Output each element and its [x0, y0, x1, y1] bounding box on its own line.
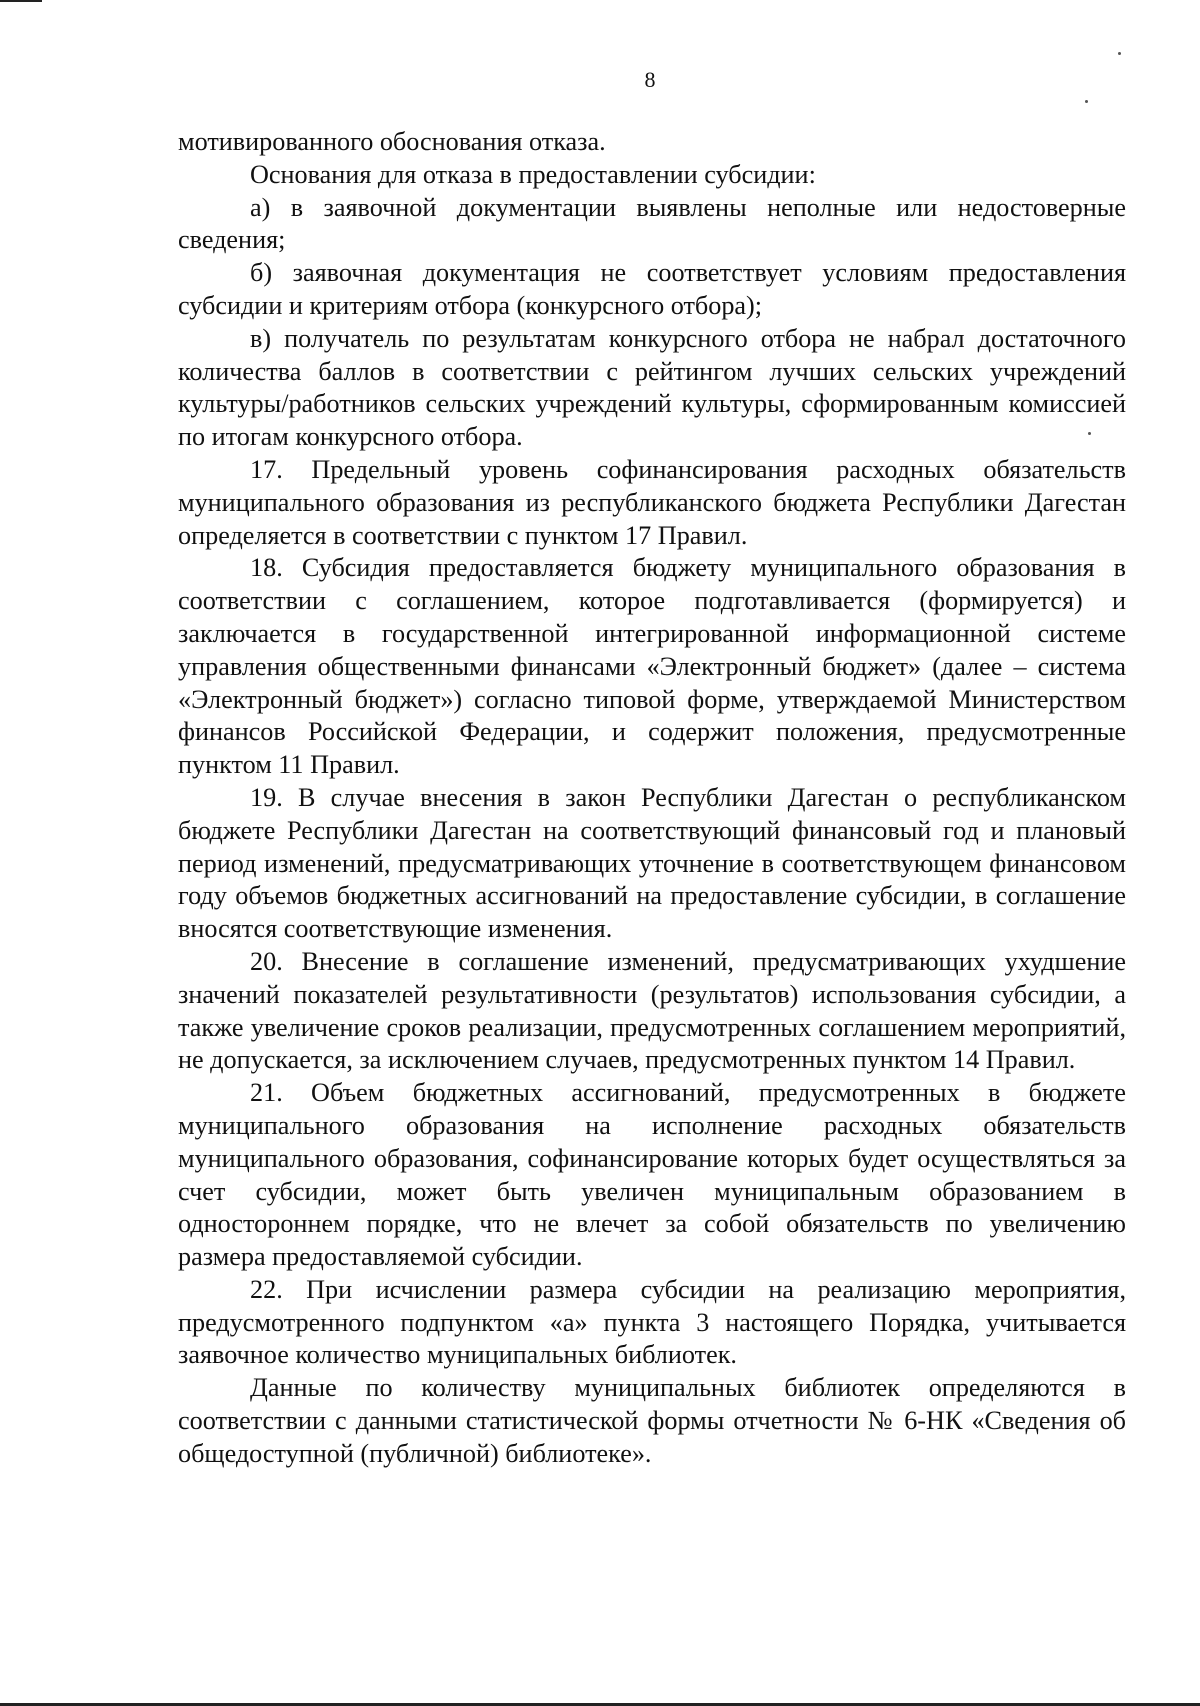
- paragraph: 21. Объем бюджетных ассигнований, предусмотренных в бюджете муниципального образования на исполнение расходных обязательств муниципального образования, софинансирование которых будет осуществляться за счет субсидии, может быть увеличен муниципальным образованием в одностороннем порядке, что не влечет за собой обязательств по увеличению размера предоставляемой субсидии.: [178, 1078, 1126, 1272]
- scan-speck: [1085, 100, 1088, 103]
- paragraph: 20. Внесение в соглашение изменений, предусматривающих ухудшение значений показателей результативности (результатов) использования субсидии, а также увеличение сроков реализации, предусмотренных соглашением мероприятий, не допускается, за исключением случаев, предусмотренных пунктом 14 Правил.: [178, 946, 1126, 1075]
- paragraph: а) в заявочной документации выявлены неполные или недостоверные сведения;: [178, 192, 1126, 255]
- document-body: [178, 126, 1126, 1471]
- paragraph: Основания для отказа в предоставлении субсидии:: [250, 159, 816, 189]
- paragraph: мотивированного обоснования отказа.: [178, 127, 606, 156]
- paragraph: 18. Субсидия предоставляется бюджету муниципального образования в соответствии с соглашением, которое подготавливается (формируется) и заключается в государственной интегрированной информационной системе управления общественными финансами «Электронный бюджет» (далее – система «Электронный бюджет») согласно типовой форме, утверждаемой Министерством финансов Российской Федерации, и содержит положения, предусмотренные пунктом 11 Правил.: [178, 553, 1126, 780]
- scan-edge-mark: [0, 0, 42, 2]
- scan-speck: [1118, 52, 1121, 55]
- paragraph: 19. В случае внесения в закон Республики Дагестан о республиканском бюджете Республики Дагестан на соответствующий финансовый год и плановый период изменений, предусматривающих уточнение в соответствующем финансовом году объемов бюджетных ассигнований на предоставление субсидии, в соглашение вносятся соответствующие изменения.: [178, 782, 1126, 944]
- paragraph: 17. Предельный уровень софинансирования расходных обязательств муниципального образования из республиканского бюджета Республики Дагестан определяется в соответствии с пунктом 17 Правил.: [178, 454, 1126, 550]
- paragraph: 22. При исчислении размера субсидии на реализацию мероприятия, предусмотренного подпунктом «а» пункта 3 настоящего Порядка, учитывается заявочное количество муниципальных библиотек.: [178, 1274, 1126, 1370]
- paragraph: Данные по количеству муниципальных библиотек определяются в соответствии с данными статистической формы отчетности № 6-НК «Сведения об общедоступной (публичной) библиотеке».: [178, 1373, 1126, 1468]
- paragraph: в) получатель по результатам конкурсного отбора не набрал достаточного количества баллов в соответствии с рейтингом лучших сельских учреждений культуры/работников сельских учреждений культуры, сформированным комиссией по итогам конкурсного отбора.: [178, 323, 1126, 452]
- page-number: 8: [644, 67, 656, 92]
- paragraph: б) заявочная документация не соответствует условиям предоставления субсидии и критериям отбора (конкурсного отбора);: [178, 258, 1126, 320]
